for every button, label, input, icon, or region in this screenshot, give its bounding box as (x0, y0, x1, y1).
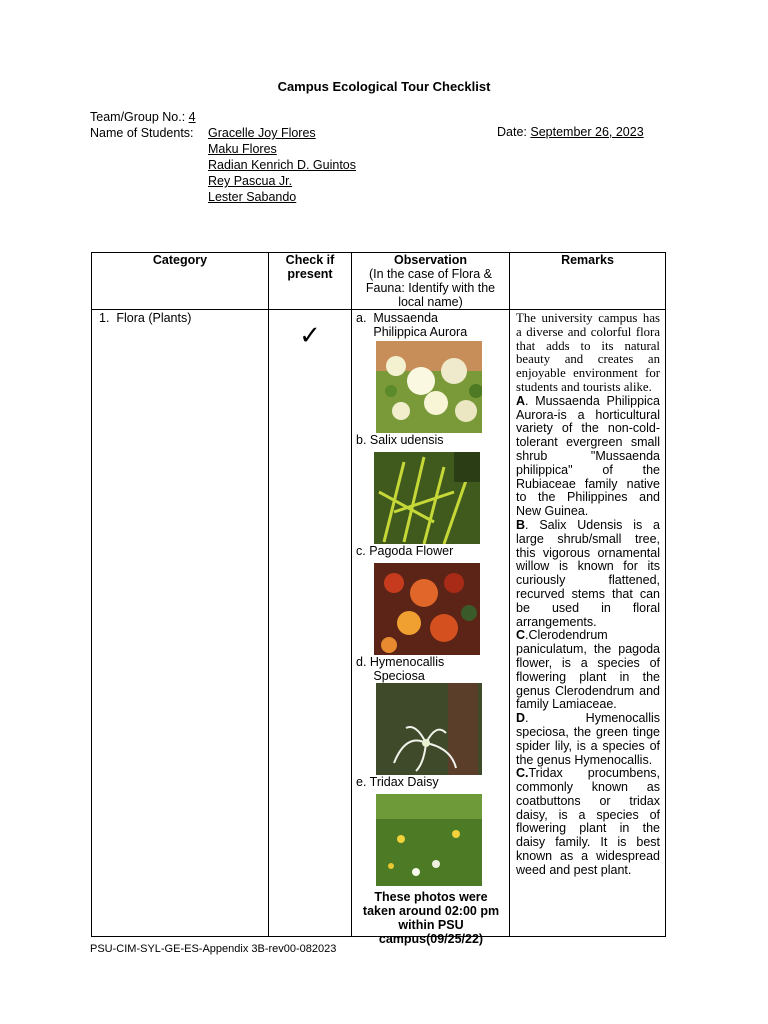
team-label: Team/Group No.: (90, 110, 186, 124)
remark-text: Tridax procumbens, commonly known as coatbuttons or tridax daisy, is a species of flowering plant in the daisy family. It is best known as a widespread weed and pest plant. (516, 766, 660, 877)
flora-label-d: d. Hymenocallis Speciosa (356, 655, 445, 683)
remark-d (516, 712, 660, 767)
date-line (497, 125, 644, 139)
flora-label-c: c. Pagoda Flower (356, 544, 454, 558)
photo-note: These photos were taken around 02:00 pm within PSU campus(09/25/22) (362, 890, 500, 946)
header-category: Category (92, 253, 269, 310)
remark-key: B (516, 517, 526, 532)
remark-key: C (516, 628, 526, 643)
remark-text: . Salix Udensis is a large shrub/small tree, this vigorous ornamental willow is known for its curiously flattened, recurved stems that can be used in floral arrangements. (516, 517, 660, 629)
student-name: Maku Flores (208, 142, 277, 156)
document-footer: PSU-CIM-SYL-GE-ES-Appendix 3B-rev00-082023 (90, 943, 337, 955)
flora-label-a: a. Mussaenda Philippica Aurora (356, 311, 468, 339)
remark-key: A (516, 393, 526, 408)
category-cell: 1. Flora (Plants) (92, 310, 269, 937)
student-name: Gracelle Joy Flores (208, 126, 316, 140)
remark-c (516, 629, 660, 712)
header-observation-sub: (In the case of Flora & Fauna: Identify with the local name) (365, 267, 496, 309)
student-name: Lester Sabando (208, 190, 297, 204)
remark-a (516, 395, 660, 519)
remark-text: . Mussaenda Philippica Aurora-is a horticultural variety of the non-cold-tolerant evergreen small shrub "Mussaenda philippica" of the Rubiaceae family native to the Philippines and New Guinea. (516, 393, 660, 519)
checklist-table (91, 252, 666, 946)
header-observation (352, 253, 510, 310)
header-remarks: Remarks (510, 253, 666, 310)
table-row (92, 310, 666, 937)
checkmark-icon: ✓ (269, 310, 352, 937)
header-observation-title: Observation (394, 253, 467, 267)
remark-text: .Clerodendrum paniculatum, the pagoda flower, is a species of flowering plant in the genus Clerodendrum and family Lamiaceae. (516, 628, 660, 712)
white-flowers-photo (376, 341, 482, 433)
red-orange-flowers-photo (374, 563, 480, 655)
remark-text: . Hymenocallis speciosa, the green tinge spider lily, is a species of the genus Hymenocallis. (516, 711, 660, 767)
remark-key: D (516, 711, 526, 726)
team-value: 4 (188, 110, 196, 124)
student-name: Rey Pascua Jr. (208, 174, 293, 188)
team-line (90, 109, 196, 125)
observation-cell (352, 310, 510, 946)
flora-label-b: b. Salix udensis (356, 433, 444, 447)
remark-b (516, 519, 660, 629)
students-list (208, 125, 356, 205)
flora-label-e: e. Tridax Daisy (356, 775, 439, 789)
remarks-intro: The university campus has a diverse and colorful flora that adds to its natural beauty and creates an enjoyable environment for students and tourists alike. (516, 311, 660, 394)
table-header-row (92, 253, 666, 310)
spider-lily-photo (376, 683, 482, 775)
remark-key: C. (516, 766, 529, 781)
page-title: Campus Ecological Tour Checklist (277, 79, 491, 94)
yellow-green-shrub-photo (374, 452, 480, 544)
header-check: Check if present (269, 253, 352, 310)
remarks-cell (510, 310, 666, 937)
daisy-weed-photo (376, 794, 482, 886)
students-label: Name of Students: (90, 126, 194, 140)
date-label: Date: (497, 125, 527, 139)
remark-e (516, 767, 660, 877)
student-name: Radian Kenrich D. Guintos (208, 158, 356, 172)
date-value: September 26, 2023 (530, 125, 644, 139)
